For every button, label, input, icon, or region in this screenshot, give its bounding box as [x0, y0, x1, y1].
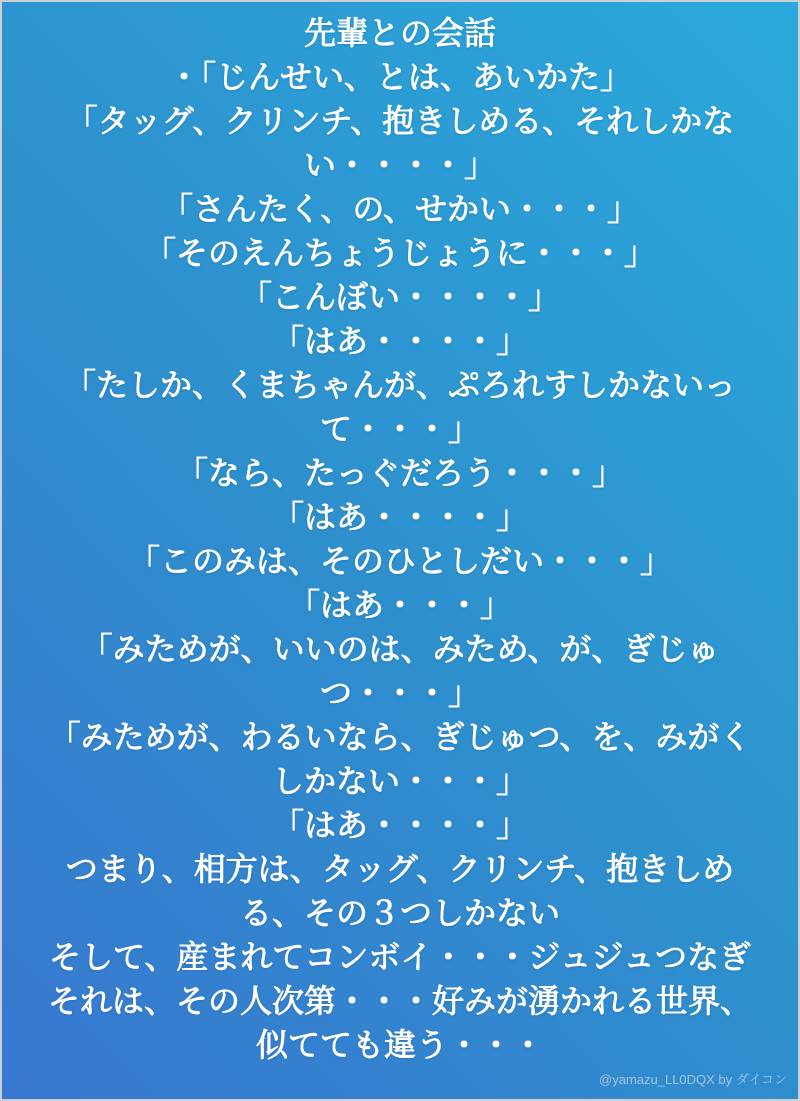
conversation-line: 「はあ・・・・」 [271, 807, 528, 843]
watermark-credit: @yamazu_LL0DQX by ダイコン [599, 1072, 787, 1087]
conversation-line: 「こんぼい・・・・」 [239, 279, 560, 315]
conversation-line: 「みためが、わるいなら、ぎじゅつ、を、みがくしかない・・・」 [48, 719, 752, 799]
conversation-line: 「このみは、そのひとしだい・・・」 [127, 543, 672, 579]
conversation-line: 「はあ・・・・」 [271, 499, 528, 535]
conversation-line: 「タッグ、クリンチ、抱きしめる、それしかない・・・・」 [65, 103, 735, 183]
conversation-line: 「はあ・・・」 [287, 587, 512, 623]
conversation-line: つまり、相方は、タッグ、クリンチ、抱きしめる、その３つしかない [65, 851, 735, 931]
conversation-line: 「なら、たっぐだろう・・・」 [175, 455, 624, 491]
conversation-line: ・「じんせい、とは、あいかた」 [167, 59, 632, 95]
conversation-line: 「さんたく、の、せかい・・・」 [160, 191, 640, 227]
conversation-line: そして、産まれてコンボイ・・・ジュジュつなぎ [48, 939, 752, 975]
conversation-line: 「はあ・・・・」 [271, 323, 528, 359]
conversation-line: それは、その人次第・・・好みが湧かれる世界、似てても違う・・・ [47, 983, 752, 1063]
conversation-line: 「そのえんちょうじょうに・・・」 [143, 235, 656, 271]
conversation-line: 「たしか、くまちゃんが、ぷろれすしかないって・・・」 [63, 367, 736, 447]
conversation-text [2, 2, 798, 1067]
page-title: 先輩との会話 [303, 15, 496, 51]
conversation-line: 「みためが、いいのは、みため、が、ぎじゅつ・・・」 [80, 631, 720, 711]
